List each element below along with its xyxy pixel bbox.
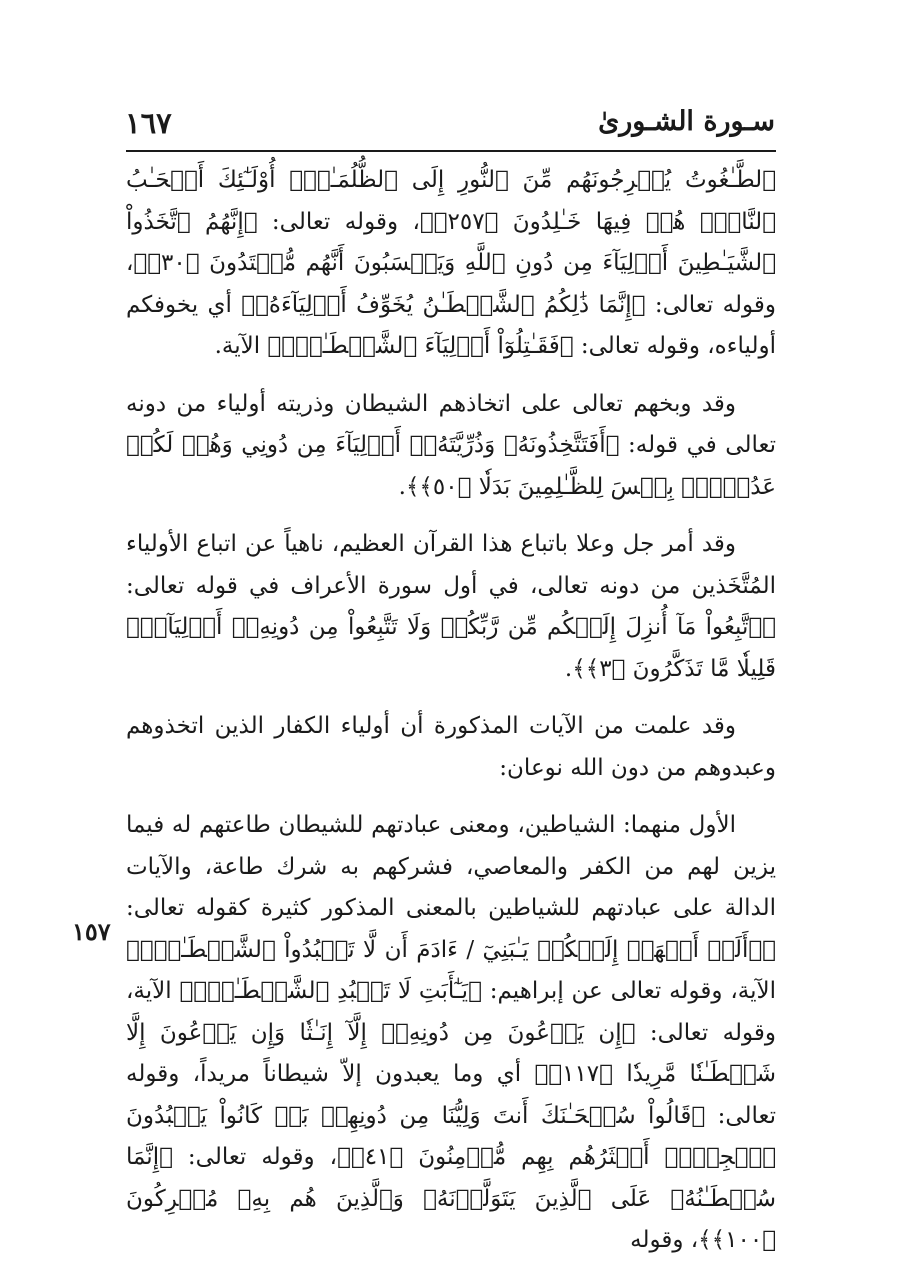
paragraph-5: الأول منهما: الشياطين، ومعنى عبادتهم للشيطان طاعتهم له فيما يزين لهم من الكفر والمعاصي، فشركهم به شرك طاعة، والآيات الدالة على عبادتهم للشياطين بالمعنى المذكور كثيرة كقوله تعالى: ﴿۞أَلَمۡ أَعۡهَدۡ إِلَيۡكُمۡ يَـٰبَنِيٓ / ءَادَمَ أَن لَّا تَعۡبُدُواْ ٱلشَّيۡطَـٰنَۖ﴾ الآية، وقوله تعالى عن إبراهيم: ﴿يَـٰٓأَبَتِ لَا تَعۡبُدِ ٱلشَّيۡطَـٰنَۖ﴾ الآية، وقوله تعالى: ﴿إِن يَدۡعُونَ مِن دُونِهِۦٓ إِلَّآ إِنَـٰثٗا وَإِن يَدۡعُونَ إِلَّا شَيۡطَـٰنٗا مَّرِيدٗا ﴿١١٧﴾﴾ أي وما يعبدون إلاّ شيطاناً مريداً، وقوله تعالى: ﴿قَالُواْ سُبۡحَـٰنَكَ أَنتَ وَلِيُّنَا مِن دُونِهِمۖ بَلۡ كَانُواْ يَعۡبُدُونَ ٱلۡجِنَّۖ أَكۡثَرُهُم بِهِم مُّؤۡمِنُونَ ﴿٤١﴾﴾، وقوله تعالى: ﴿إِنَّمَا سُلۡطَـٰنُهُۥ عَلَى ٱلَّذِينَ يَتَوَلَّوۡنَهُۥ وَٱلَّذِينَ هُم بِهِۦ مُشۡرِكُونَ ﴿١٠٠﴾﴾، وقوله (126, 812, 776, 1253)
page-number: ١٦٧ (125, 106, 172, 140)
page-body (126, 160, 776, 1278)
paragraph-4: وقد علمت من الآيات المذكورة أن أولياء الكفار الذين اتخذوهم وعبدوهم من دون الله نوعان: (126, 713, 776, 781)
page-header (125, 100, 775, 150)
paragraph-2: وقد وبخهم تعالى على اتخاذهم الشيطان وذريته أولياء من دونه تعالى في قوله: ﴿أَفَتَتَّخِذُونَهُۥ وَذُرِّيَّتَهُۥٓ أَوۡلِيَآءَ مِن دُونِي وَهُمۡ لَكُمۡ عَدُوُّۢۚ بِئۡسَ لِلظَّـٰلِمِينَ بَدَلٗا ﴿٥٠﴾﴾. (126, 390, 776, 500)
paragraph-3: وقد أمر جل وعلا باتباع هذا القرآن العظيم، ناهياً عن اتباع الأولياء المُتَّخَذين من دونه تعالى، في أول سورة الأعراف في قوله تعالى: ﴿ٱتَّبِعُواْ مَآ أُنزِلَ إِلَيۡكُم مِّن رَّبِّكُمۡ وَلَا تَتَّبِعُواْ مِن دُونِهِۦٓ أَوۡلِيَآءَۗ قَلِيلٗا مَّا تَذَكَّرُونَ ﴿٣﴾﴾. (126, 531, 776, 682)
surah-title: سـورة الشـورىٰ (598, 106, 775, 137)
margin-page-reference: ١٥٧ (72, 917, 111, 946)
header-rule (126, 150, 776, 152)
paragraph-1: ٱلطَّـٰغُوتُ يُخۡرِجُونَهُم مِّنَ ٱلنُّورِ إِلَى ٱلظُّلُمَـٰتِۗ أُوْلَـٰٓئِكَ أَصۡحَـٰبُ ٱلنَّارِۖ هُمۡ فِيهَا خَـٰلِدُونَ ﴿٢٥٧﴾﴾، وقوله تعالى: ﴿إِنَّهُمُ ٱتَّخَذُواْ ٱلشَّيَـٰطِينَ أَوۡلِيَآءَ مِن دُونِ ٱللَّهِ وَيَحۡسَبُونَ أَنَّهُم مُّهۡتَدُونَ ﴿٣٠﴾﴾، وقوله تعالى: ﴿إِنَّمَا ذَٰلِكُمُ ٱلشَّيۡطَـٰنُ يُخَوِّفُ أَوۡلِيَآءَهُۥ﴾ أي يخوفكم أولياءه، وقوله تعالى: ﴿فَقَـٰتِلُوٓاْ أَوۡلِيَآءَ ٱلشَّيۡطَـٰنِۖ﴾ الآية. (126, 167, 776, 359)
